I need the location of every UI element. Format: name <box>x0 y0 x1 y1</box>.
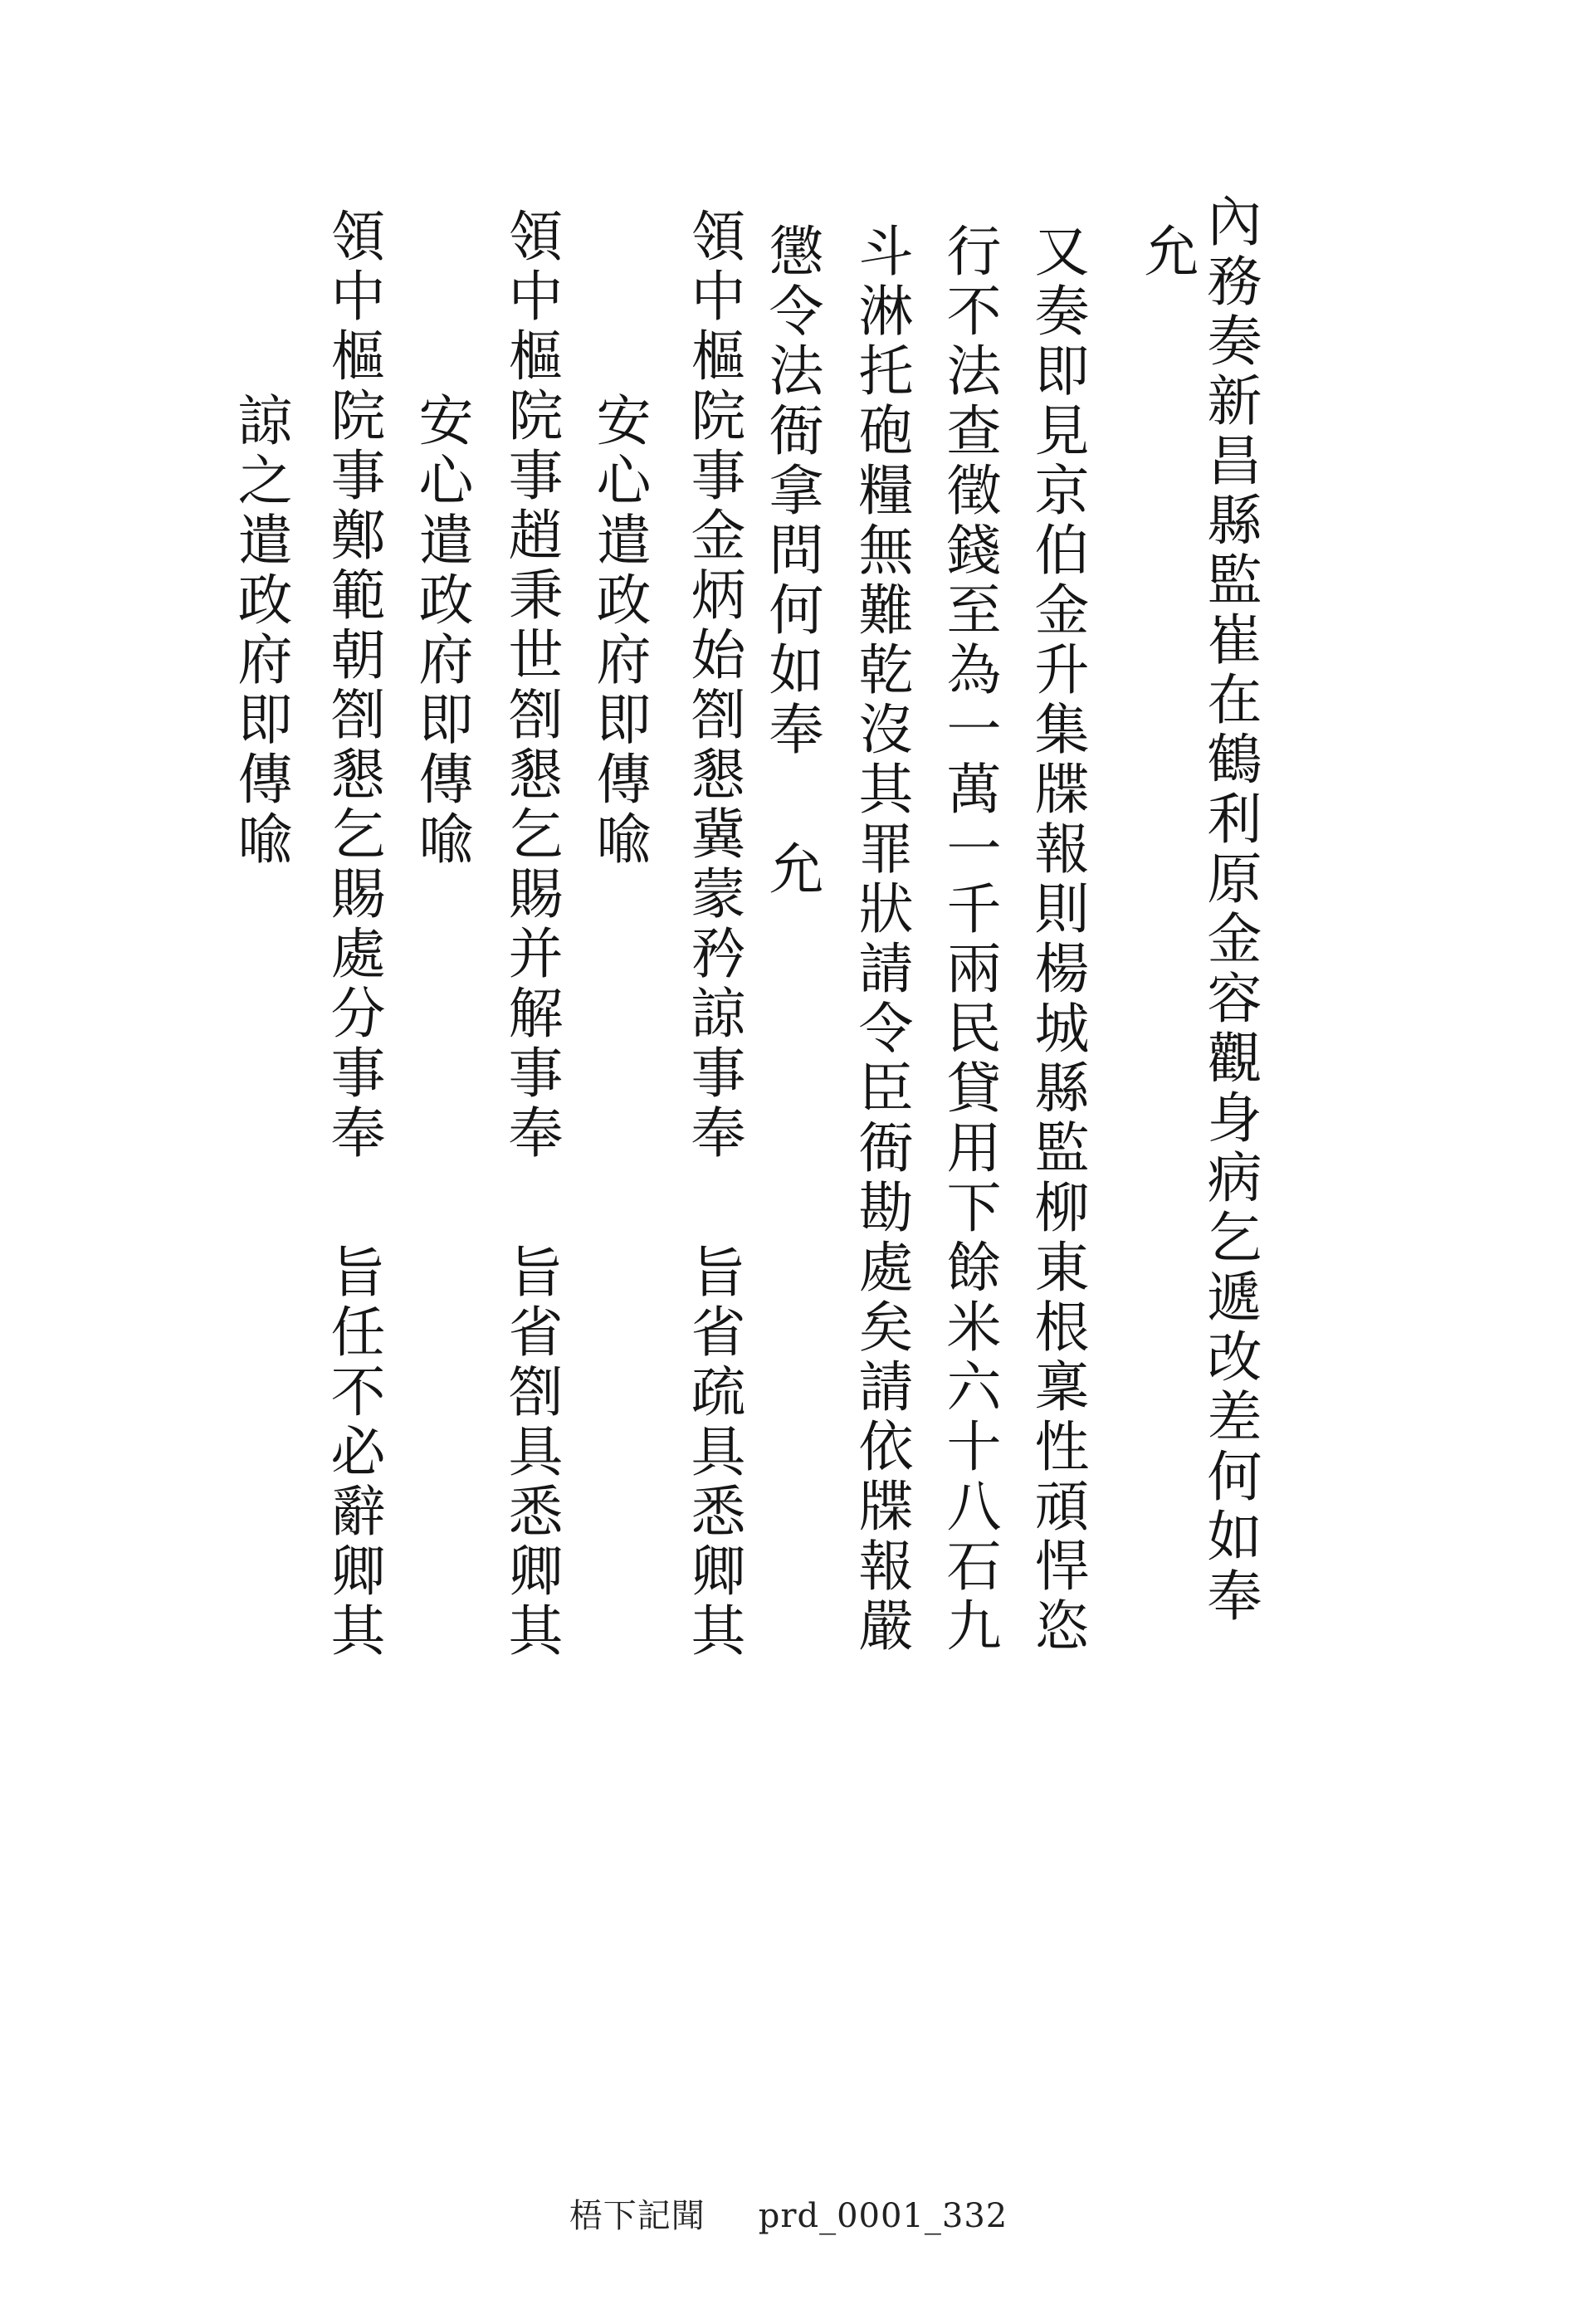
text-column-1 <box>1198 193 1262 1627</box>
column-text: 安心遣政府即傳喩 <box>409 392 473 870</box>
column-text: 領中樞院事趙秉世劄懇乞賜并解事奉 <box>499 208 563 1164</box>
text-column-6 <box>759 222 823 900</box>
text-column-3 <box>1025 222 1089 1657</box>
column-text: 旨任不必辭卿其 <box>321 1243 385 1662</box>
column-text: 內務奏新昌縣監崔在鶴利原金容觀身病乞遞改差何如奉 <box>1198 193 1262 1627</box>
column-text: 允 <box>1135 222 1199 282</box>
text-column-7 <box>681 208 745 1662</box>
column-text: 諒之遣政府即傳喩 <box>228 392 292 870</box>
text-column-10 <box>409 392 473 870</box>
column-text: 安心遣政府即傳喩 <box>587 392 651 870</box>
text-column-5 <box>849 222 913 1657</box>
column-text: 行不法查徵錢至為一萬一千兩民貸用下餘米六十八石九 <box>937 222 1001 1657</box>
text-column-12 <box>228 392 292 870</box>
column-text: 允 <box>759 840 823 900</box>
manuscript-body <box>0 193 1577 1936</box>
column-text: 又奏即見京伯金升集牒報則楊城縣監柳東根稟性頑悍恣 <box>1025 222 1089 1657</box>
text-column-8 <box>587 392 651 870</box>
text-column-2 <box>1135 222 1199 282</box>
column-text: 旨省疏具悉卿其 <box>681 1243 745 1662</box>
text-column-4 <box>937 222 1001 1657</box>
column-text: 旨省劄具悉卿其 <box>499 1243 563 1662</box>
column-text: 領中樞院事金炳始劄懇冀蒙矜諒事奉 <box>681 208 745 1164</box>
page-id: prd_0001_332 <box>758 2197 1008 2235</box>
column-text: 懲令法衙拿問何如奉 <box>759 222 823 760</box>
page-footer <box>0 2190 1577 2237</box>
text-column-9 <box>499 208 563 1662</box>
book-title: 梧下記聞 <box>569 2197 706 2235</box>
column-text: 領中樞院事鄭範朝劄懇乞賜處分事奉 <box>321 208 385 1164</box>
column-text: 斗淋托砲糧無難乾沒其罪狀請令臣衙勘處矣請依牒報嚴 <box>849 222 913 1657</box>
text-column-11 <box>321 208 385 1662</box>
